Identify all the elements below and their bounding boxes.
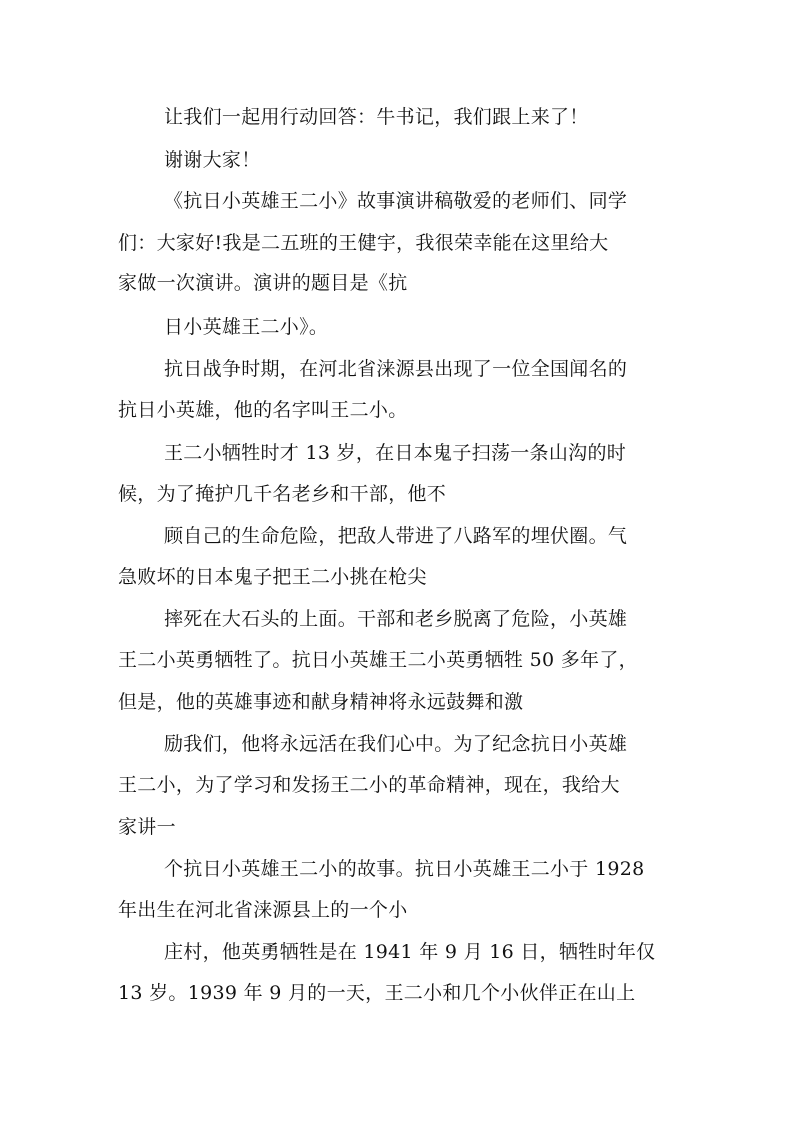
- text-line: 家做一次演讲。演讲的题目是《抗: [118, 272, 408, 294]
- text-line: 个抗日小英雄王二小的故事。抗日小英雄王二小于 1928: [164, 858, 645, 880]
- text-line: 励我们，他将永远活在我们心中。为了纪念抗日小英雄: [164, 733, 628, 755]
- text-line: 庄村，他英勇牺牲是在 1941 年 9 月 16 日，牺牲时年仅: [164, 941, 656, 963]
- text-line: 们：大家好!我是二五班的王健宇，我很荣幸能在这里给大: [118, 232, 609, 254]
- text-line: 摔死在大石头的上面。干部和老乡脱离了危险，小英雄: [164, 608, 628, 630]
- text-line: 候，为了掩护几千名老乡和干部，他不: [118, 483, 447, 505]
- text-line: 谢谢大家！: [164, 149, 261, 171]
- text-line: 《抗日小英雄王二小》故事演讲稿敬爱的老师们、同学: [164, 190, 628, 212]
- text-line: 年出生在河北省涞源县上的一个小: [118, 899, 408, 921]
- text-line: 抗日小英雄，他的名字叫王二小。: [118, 399, 408, 421]
- text-line: 王二小，为了学习和发扬王二小的革命精神，现在，我给大: [118, 774, 620, 796]
- text-line: 日小英雄王二小》。: [164, 316, 329, 338]
- text-line: 急败坏的日本鬼子把王二小挑在枪尖: [118, 566, 427, 588]
- text-line: 让我们一起用行动回答：牛书记，我们跟上来了！: [164, 106, 589, 128]
- text-line: 13 岁。1939 年 9 月的一天，王二小和几个小伙伴正在山上: [118, 982, 636, 1004]
- text-line: 但是，他的英雄事迹和献身精神将永远鼓舞和激: [118, 691, 524, 713]
- text-line: 王二小英勇牺牲了。抗日小英雄王二小英勇牺牲 50 多年了，: [118, 649, 638, 671]
- text-line: 顾自己的生命危险，把敌人带进了八路军的埋伏圈。气: [164, 525, 628, 547]
- text-line: 抗日战争时期，在河北省涞源县出现了一位全国闻名的: [164, 358, 628, 380]
- text-line: 王二小牺牲时才 13 岁，在日本鬼子扫荡一条山沟的时: [164, 442, 627, 464]
- text-line: 家讲一: [118, 816, 176, 838]
